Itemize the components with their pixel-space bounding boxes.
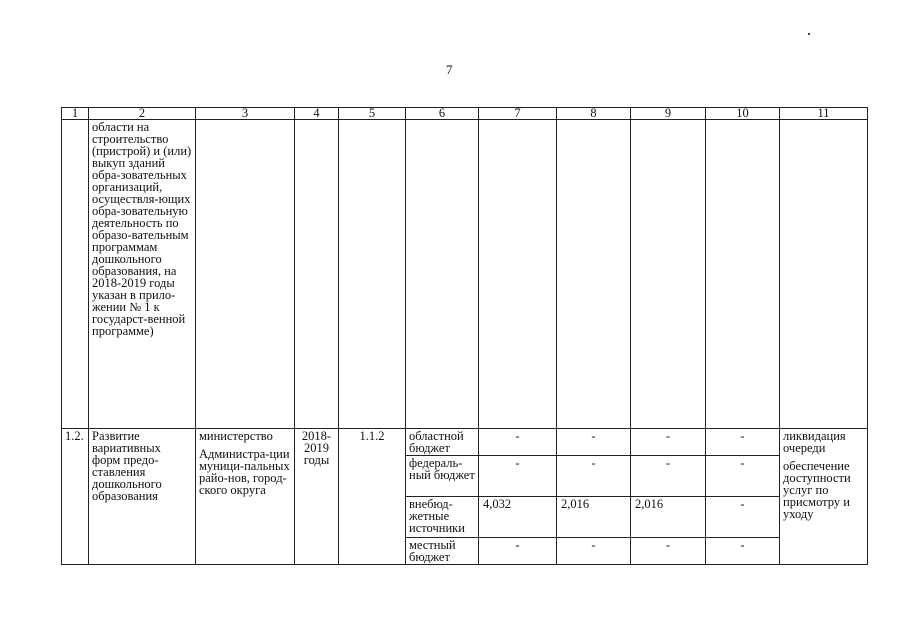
empty-cell [706,120,780,429]
table-row [62,429,868,456]
header-cell: 5 [339,108,406,120]
value-cell: - [706,456,780,497]
empty-cell [339,120,406,429]
value-cell: - [631,429,706,456]
value-cell: - [557,429,631,456]
executor-administrations: Администра-ции муници-пальных райо-нов, город-ского округа [199,447,290,497]
empty-cell [479,120,557,429]
executors [196,429,295,565]
row-number: 1.2. [62,429,89,565]
header-cell: 2 [89,108,196,120]
value-cell: - [479,429,557,456]
source-name: областной бюджет [406,429,479,456]
value-cell: - [557,456,631,497]
header-cell: 6 [406,108,479,120]
header-cell: 4 [295,108,339,120]
empty-cell [295,120,339,429]
value-cell: - [557,538,631,565]
program-table [61,107,868,565]
header-cell: 1 [62,108,89,120]
value-cell: - [631,456,706,497]
value-cell: - [706,429,780,456]
value-cell: - [631,538,706,565]
source-name: федераль-ный бюджет [406,456,479,497]
header-cell: 11 [780,108,868,120]
continuation-row [62,120,868,429]
value-cell: 2,016 [631,497,706,538]
executor-ministry: министерство [199,429,273,443]
empty-cell [406,120,479,429]
value-cell: 2,016 [557,497,631,538]
header-row [62,108,868,120]
empty-cell [196,120,295,429]
value-cell: - [479,538,557,565]
page-number: 7 [446,62,453,77]
empty-cell [780,120,868,429]
value-cell: - [479,456,557,497]
code: 1.1.2 [339,429,406,565]
result-queue: ликвидация очереди [783,429,846,455]
value-cell: - [706,497,780,538]
header-cell: 7 [479,108,557,120]
result-access: обеспечение доступности услуг по присмотру и уходу [783,459,851,521]
empty-cell [557,120,631,429]
source-name: внебюд-жетные источники [406,497,479,538]
header-cell: 3 [196,108,295,120]
empty-cell [62,120,89,429]
value-cell: 4,032 [479,497,557,538]
empty-cell [631,120,706,429]
scan-speck [808,33,810,35]
measure-name: Развитие вариативных форм предо-ставления дошкольного образования [89,429,196,565]
years: 2018-2019 годы [295,429,339,565]
header-cell: 8 [557,108,631,120]
value-cell: - [706,538,780,565]
source-name: местный бюджет [406,538,479,565]
continuation-text: области на строительство (пристрой) и (или) выкуп зданий обра-зовательных организаций, осуществля-ющих обра-зовательную деятельность по образо-вательным программам дошкольного образования, на 2018-2019 годы указан в прило-жении № 1 к государст-венной программе) [89,120,196,429]
header-cell: 10 [706,108,780,120]
results [780,429,868,565]
header-cell: 9 [631,108,706,120]
